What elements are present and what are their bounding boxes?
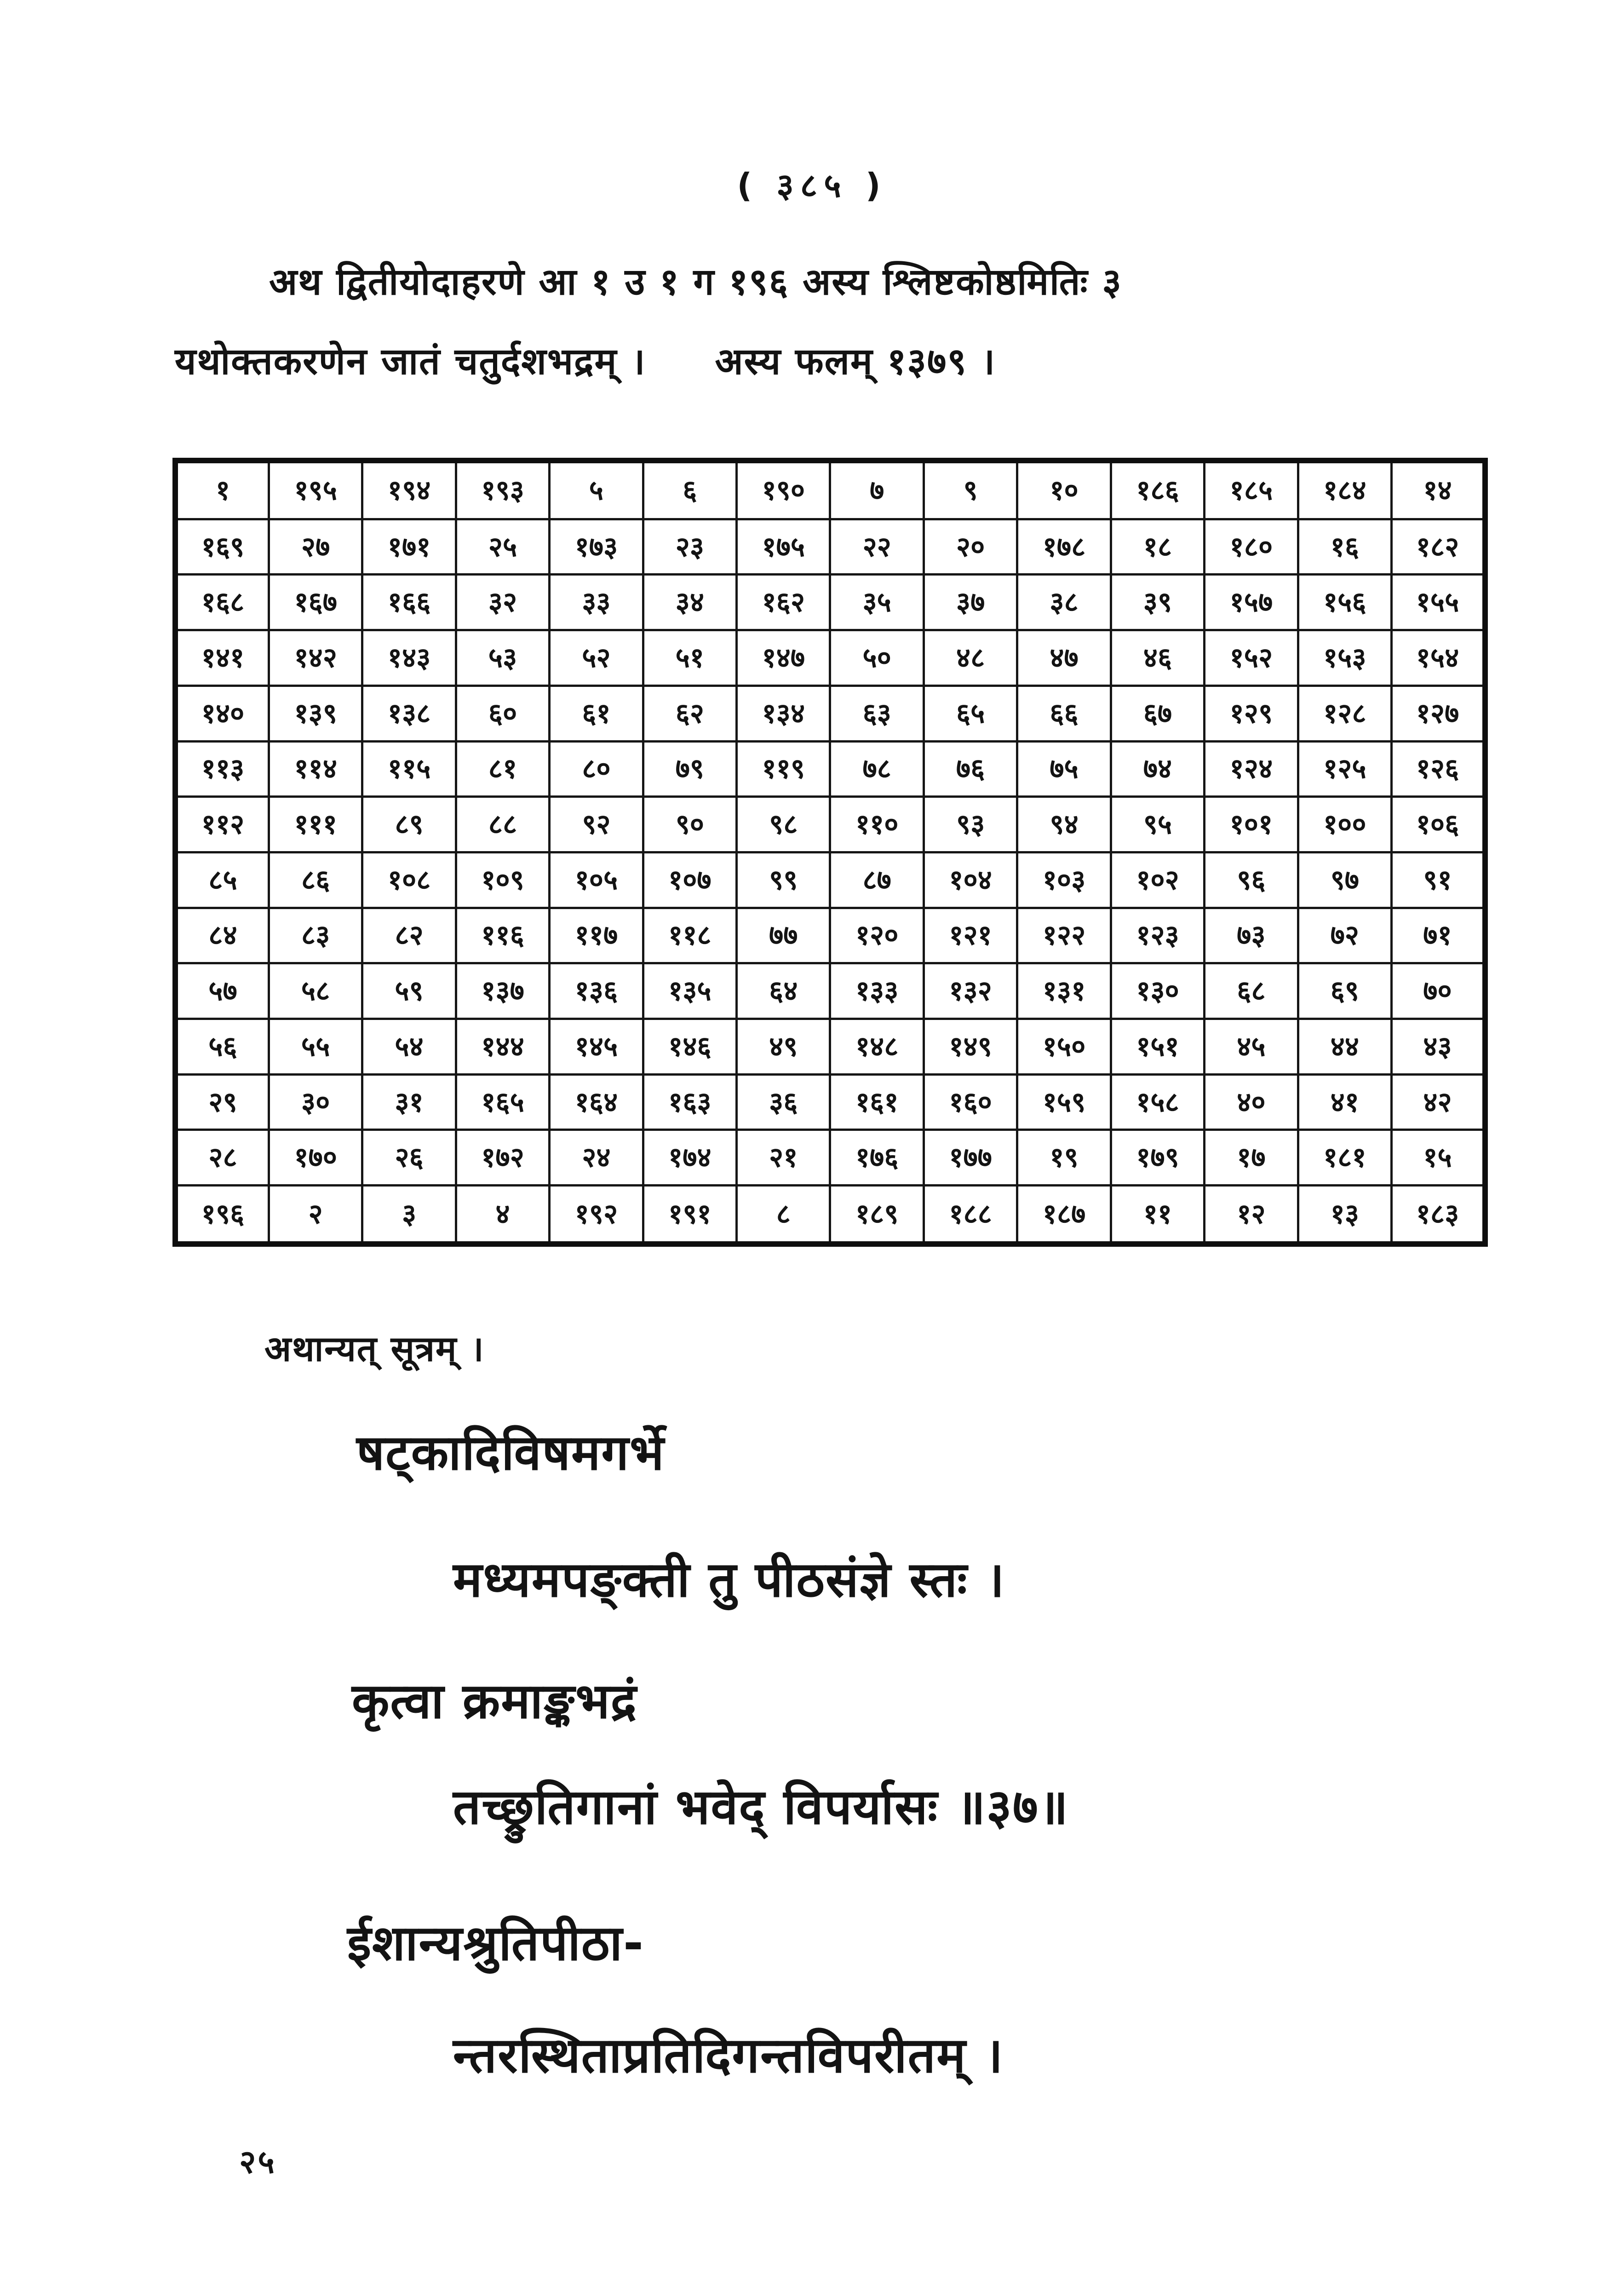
magic-square-cell: ४६ [1111,630,1204,686]
verse-line-4: तच्छ्रुतिगानां भवेद् विपर्यासः ॥३७॥ [453,1779,1069,1835]
magic-square-cell: १७२ [456,1130,549,1186]
magic-square-cell: ५६ [175,1019,269,1075]
intro-text-line-1: अथ द्वितीयोदाहरणे आ १ उ १ ग १९६ अस्य श्लिष्टकोष्ठमितिः ३ [269,260,1122,303]
magic-square-cell: १०७ [643,852,736,908]
magic-square-cell: १२६ [1391,741,1485,797]
magic-square-cell: १२२ [1017,908,1111,963]
magic-square-cell: १८५ [1205,461,1298,519]
magic-square-cell: १२३ [1111,908,1204,963]
magic-square-row [175,575,1485,630]
magic-square-cell: ४७ [1017,630,1111,686]
magic-square-cell: १९६ [175,1186,269,1244]
magic-square-cell: १६८ [175,575,269,630]
verse-line-2: मध्यमपङ्क्ती तु पीठसंज्ञे स्तः । [453,1551,1005,1608]
magic-square-cell: ६० [456,685,549,741]
magic-square-cell: ८८ [456,797,549,852]
magic-square-cell: २४ [550,1130,643,1186]
magic-square-cell: १४ [1391,461,1485,519]
magic-square-cell: ६३ [830,685,924,741]
magic-square-cell: ३३ [550,575,643,630]
magic-square-cell: १५८ [1111,1074,1204,1130]
magic-square-cell: ९१ [1391,852,1485,908]
magic-square-cell: १४० [175,685,269,741]
magic-square-cell: ३७ [924,575,1017,630]
magic-square-cell: १०९ [456,852,549,908]
magic-square-cell: ९३ [924,797,1017,852]
magic-square-cell: १३१ [1017,963,1111,1019]
magic-square-cell: १४८ [830,1019,924,1075]
magic-square-cell: ८६ [269,852,362,908]
magic-square-cell: ९८ [737,797,830,852]
magic-square-cell: १२७ [1391,685,1485,741]
intro-text-line-2-right: अस्य फलम् १३७९ । [715,340,996,383]
magic-square-cell: १०० [1298,797,1391,852]
magic-square-cell: १०३ [1017,852,1111,908]
magic-square-cell: १२१ [924,908,1017,963]
magic-square-cell: ७५ [1017,741,1111,797]
magic-square-cell: १४५ [550,1019,643,1075]
magic-square [172,458,1488,1247]
magic-square-cell: ९७ [1298,852,1391,908]
magic-square-row [175,908,1485,963]
verse-line-3: कृत्वा क्रमाङ्कभद्रं [352,1673,637,1729]
magic-square-cell: १४६ [643,1019,736,1075]
magic-square-cell: १९३ [456,461,549,519]
magic-square-cell: १०१ [1205,797,1298,852]
magic-square-cell: १७० [269,1130,362,1186]
magic-square-cell: ३५ [830,575,924,630]
magic-square-cell: १९५ [269,461,362,519]
magic-square-cell: १०५ [550,852,643,908]
magic-square-cell: ११४ [269,741,362,797]
magic-square-cell: १६१ [830,1074,924,1130]
magic-square-cell: १८६ [1111,461,1204,519]
magic-square-cell: १८९ [830,1186,924,1244]
magic-square-row [175,685,1485,741]
magic-square-cell: ८ [737,1186,830,1244]
magic-square-cell: १० [1017,461,1111,519]
magic-square-cell: ४४ [1298,1019,1391,1075]
magic-square-cell: ५४ [362,1019,456,1075]
magic-square-cell: १७१ [362,519,456,575]
magic-square-cell: ११७ [550,908,643,963]
magic-square-cell: १७३ [550,519,643,575]
magic-square-cell: १३३ [830,963,924,1019]
magic-square-cell: ११ [1111,1186,1204,1244]
magic-square-cell: १२८ [1298,685,1391,741]
magic-square-cell: १२० [830,908,924,963]
magic-square-cell: ५३ [456,630,549,686]
magic-square-cell: १६० [924,1074,1017,1130]
magic-square-row [175,630,1485,686]
magic-square-cell: ६६ [1017,685,1111,741]
magic-square-cell: ९० [643,797,736,852]
magic-square-body [175,461,1485,1244]
magic-square-cell: १९० [737,461,830,519]
magic-square-cell: ३ [362,1186,456,1244]
magic-square-cell: ५८ [269,963,362,1019]
magic-square-cell: १०६ [1391,797,1485,852]
magic-square-cell: १५१ [1111,1019,1204,1075]
magic-square-row [175,963,1485,1019]
verse-line-1: षट्कादिविषमगर्भे [356,1424,665,1481]
magic-square-cell: २६ [362,1130,456,1186]
magic-square-cell: ५१ [643,630,736,686]
magic-square-cell: १६४ [550,1074,643,1130]
magic-square-cell: ७ [830,461,924,519]
magic-square-row [175,852,1485,908]
magic-square-cell: १०२ [1111,852,1204,908]
verse-line-5: ईशान्यश्रुतिपीठा- [347,1915,644,1971]
magic-square-cell: १७ [1205,1130,1298,1186]
verse-line-6: न्तरस्थिताप्रतिदिगन्तविपरीतम् । [453,2027,1004,2084]
magic-square-cell: १३५ [643,963,736,1019]
magic-square-row [175,1130,1485,1186]
magic-square-cell: १४१ [175,630,269,686]
magic-square-cell: १५५ [1391,575,1485,630]
magic-square-cell: १७८ [1017,519,1111,575]
magic-square-cell: १४२ [269,630,362,686]
magic-square-cell: २८ [175,1130,269,1186]
magic-square-cell: ७१ [1391,908,1485,963]
magic-square-cell: ६१ [550,685,643,741]
magic-square-cell: १९ [1017,1130,1111,1186]
magic-square-cell: १५० [1017,1019,1111,1075]
magic-square-cell: १४९ [924,1019,1017,1075]
magic-square-cell: ८५ [175,852,269,908]
magic-square-row [175,1019,1485,1075]
magic-square-cell: १३६ [550,963,643,1019]
magic-square-cell: १३० [1111,963,1204,1019]
magic-square-cell: १८७ [1017,1186,1111,1244]
magic-square-cell: १५३ [1298,630,1391,686]
top-page-number: ( ३८५ ) [737,166,887,205]
magic-square-cell: ५५ [269,1019,362,1075]
magic-square-cell: ४९ [737,1019,830,1075]
magic-square-cell: ७७ [737,908,830,963]
magic-square-cell: ९९ [737,852,830,908]
magic-square-cell: १६७ [269,575,362,630]
magic-square-cell: २१ [737,1130,830,1186]
magic-square-cell: १२९ [1205,685,1298,741]
magic-square-cell: ४० [1205,1074,1298,1130]
magic-square-cell: ४१ [1298,1074,1391,1130]
magic-square-cell: १०८ [362,852,456,908]
magic-square-cell: ११९ [737,741,830,797]
magic-square-cell: ८१ [456,741,549,797]
magic-square-cell: ८० [550,741,643,797]
magic-square-cell: ६८ [1205,963,1298,1019]
magic-square-cell: १८३ [1391,1186,1485,1244]
magic-square-cell: ३९ [1111,575,1204,630]
magic-square-cell: ५२ [550,630,643,686]
magic-square-cell: १८० [1205,519,1298,575]
magic-square-cell: २५ [456,519,549,575]
magic-square-cell: १८४ [1298,461,1391,519]
magic-square-cell: १०४ [924,852,1017,908]
magic-square-cell: ९२ [550,797,643,852]
magic-square-cell: ४२ [1391,1074,1485,1130]
magic-square-cell: १३२ [924,963,1017,1019]
magic-square-cell: १३७ [456,963,549,1019]
magic-square-cell: १५ [1391,1130,1485,1186]
magic-square-cell: १२५ [1298,741,1391,797]
magic-square-cell: २२ [830,519,924,575]
magic-square-cell: ९ [924,461,1017,519]
magic-square-cell: ७८ [830,741,924,797]
magic-square-cell: १११ [269,797,362,852]
magic-square-cell: ८७ [830,852,924,908]
magic-square-cell: १५४ [1391,630,1485,686]
magic-square-cell: ७६ [924,741,1017,797]
bottom-page-number: २५ [239,2143,276,2181]
magic-square-cell: २३ [643,519,736,575]
magic-square-cell: ९६ [1205,852,1298,908]
magic-square-cell: २९ [175,1074,269,1130]
magic-square-row [175,741,1485,797]
magic-square-cell: १ [175,461,269,519]
magic-square-cell: १७४ [643,1130,736,1186]
magic-square-cell: १६६ [362,575,456,630]
magic-square-cell: ७९ [643,741,736,797]
magic-square-cell: ३१ [362,1074,456,1130]
magic-square-cell: १९४ [362,461,456,519]
magic-square-row [175,797,1485,852]
magic-square-cell: ७४ [1111,741,1204,797]
magic-square-cell: ७२ [1298,908,1391,963]
intro-text-line-2 [175,335,996,385]
magic-square-cell: ६२ [643,685,736,741]
magic-square-cell: १४३ [362,630,456,686]
magic-square-cell: १६५ [456,1074,549,1130]
magic-square-cell: ६४ [737,963,830,1019]
magic-square-cell: ७० [1391,963,1485,1019]
magic-square-cell: १४७ [737,630,830,686]
magic-square-cell: १५९ [1017,1074,1111,1130]
magic-square-cell: १६ [1298,519,1391,575]
magic-square-cell: १७५ [737,519,830,575]
magic-square-cell: १३८ [362,685,456,741]
magic-square-cell: १८२ [1391,519,1485,575]
magic-square-cell: ११५ [362,741,456,797]
magic-square-row [175,519,1485,575]
magic-square-cell: ३४ [643,575,736,630]
magic-square-cell: ९४ [1017,797,1111,852]
magic-square-cell: ८२ [362,908,456,963]
magic-square-cell: ५९ [362,963,456,1019]
magic-square-cell: १३९ [269,685,362,741]
magic-square-row [175,461,1485,519]
magic-square-cell: ५७ [175,963,269,1019]
section-heading: अथान्यत् सूत्रम् । [264,1328,485,1369]
magic-square-row [175,1186,1485,1244]
magic-square-cell: १४४ [456,1019,549,1075]
magic-square-cell: ४५ [1205,1019,1298,1075]
magic-square-cell: ५० [830,630,924,686]
magic-square-row [175,1074,1485,1130]
magic-square-cell: ६७ [1111,685,1204,741]
magic-square-cell: १६३ [643,1074,736,1130]
magic-square-cell: ३६ [737,1074,830,1130]
magic-square-cell: ४ [456,1186,549,1244]
magic-square-cell: ६५ [924,685,1017,741]
magic-square-cell: ३८ [1017,575,1111,630]
magic-square-cell: ७३ [1205,908,1298,963]
magic-square-cell: ६ [643,461,736,519]
magic-square-cell: २० [924,519,1017,575]
magic-square-cell: १५२ [1205,630,1298,686]
magic-square-cell: १५६ [1298,575,1391,630]
magic-square-cell: १३४ [737,685,830,741]
magic-square-cell: ८४ [175,908,269,963]
magic-square-cell: १८८ [924,1186,1017,1244]
magic-square-cell: ८९ [362,797,456,852]
magic-square-cell: १८ [1111,519,1204,575]
magic-square-cell: १७६ [830,1130,924,1186]
magic-square-cell: ११० [830,797,924,852]
magic-square-cell: १२४ [1205,741,1298,797]
magic-square-cell: ६९ [1298,963,1391,1019]
magic-square-cell: १५७ [1205,575,1298,630]
magic-square-cell: १६२ [737,575,830,630]
magic-square-cell: १२ [1205,1186,1298,1244]
magic-square-cell: ९५ [1111,797,1204,852]
magic-square-cell: ३२ [456,575,549,630]
magic-square-cell: ११८ [643,908,736,963]
magic-square-cell: १९१ [643,1186,736,1244]
magic-square-cell: २ [269,1186,362,1244]
magic-square-cell: १६९ [175,519,269,575]
magic-square-cell: ११६ [456,908,549,963]
magic-square-cell: १३ [1298,1186,1391,1244]
magic-square-cell: ११२ [175,797,269,852]
magic-square-cell: १७९ [1111,1130,1204,1186]
magic-square-cell: ४८ [924,630,1017,686]
magic-square-cell: ४३ [1391,1019,1485,1075]
magic-square-cell: ८३ [269,908,362,963]
magic-square-cell: ५ [550,461,643,519]
magic-square-cell: २७ [269,519,362,575]
magic-square-cell: १८१ [1298,1130,1391,1186]
magic-square-cell: १७७ [924,1130,1017,1186]
magic-square-cell: ११३ [175,741,269,797]
magic-square-cell: १९२ [550,1186,643,1244]
intro-text-line-2-left: यथोक्तकरणेन जातं चतुर्दशभद्रम् । [175,340,646,383]
magic-square-cell: ३० [269,1074,362,1130]
